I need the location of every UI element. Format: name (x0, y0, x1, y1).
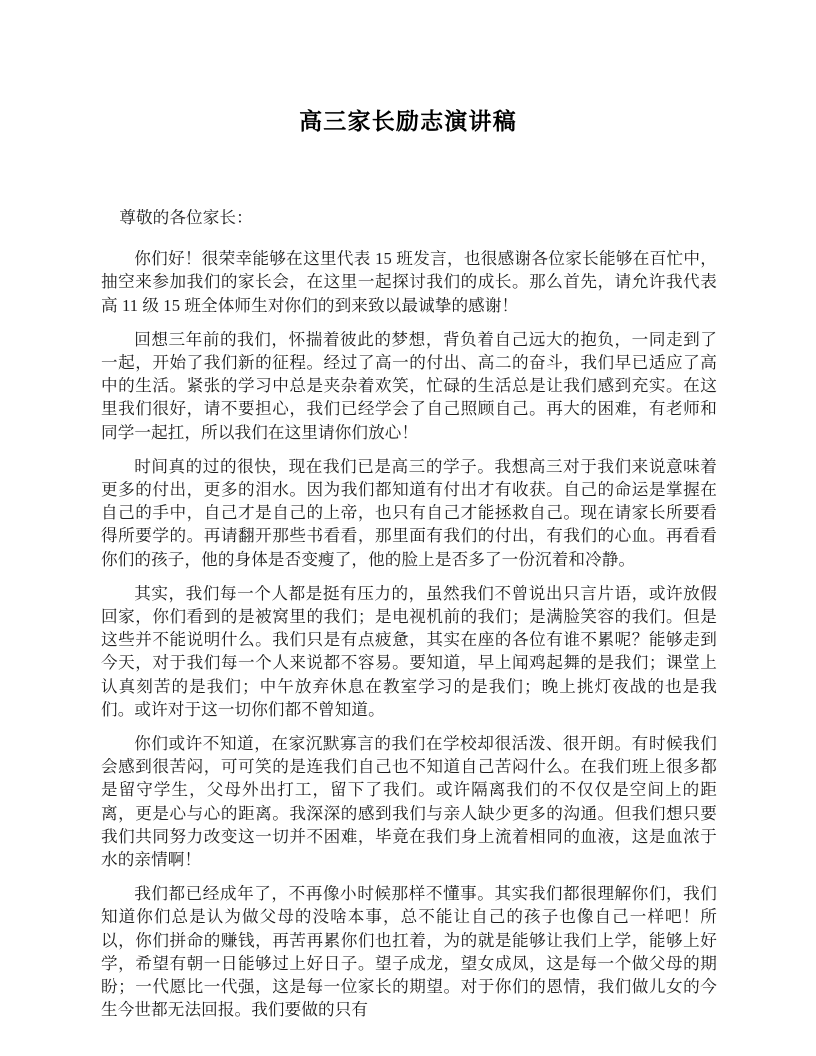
paragraph-1: 你们好！很荣幸能够在这里代表 15 班发言，也很感谢各位家长能够在百忙中，抽空来参加我们的家长会，在这里一起探讨我们的成长。那么首先，请允许我代表高 11 级 15 班全体师生对你们的到来致以最诚挚的感谢！ (101, 249, 717, 315)
paragraph-6: 我们都已经成年了，不再像小时候那样不懂事。其实我们都很理解你们，我们知道你们总是认为做父母的没啥本事，总不能让自己的孩子也像自己一样吧！所以，你们拼命的赚钱，再苦再累你们也扛着，为的就是能够让我们上学，能够上好学，希望有朝一日能够过上好日子。望子成龙，望女成凤，这是每一个做父母的期盼；一代愿比一代强，这是每一位家长的期望。对于你们的恩情，我们做儿女的今生今世都无法回报。我们要做的只有 (101, 884, 717, 1020)
paragraph-5: 你们或许不知道，在家沉默寡言的我们在学校却很活泼、很开朗。有时候我们会感到很苦闷，可可笑的是连我们自己也不知道自己苦闷什么。在我们班上很多都是留守学生，父母外出打工，留下了我们。或许隔离我们的不仅仅是空间上的距离，更是心与心的距离。我深深的感到我们与亲人缺少更多的沟通。但我们想只要我们共同努力改变这一切并不困难，毕竟在我们身上流着相同的血液，这是血浓于水的亲情啊！ (101, 734, 717, 870)
document-body (101, 206, 717, 1022)
paragraph-2: 回想三年前的我们，怀揣着彼此的梦想，背负着自己远大的抱负，一同走到了一起，开始了我们新的征程。经过了高一的付出、高二的奋斗，我们早已适应了高中的生活。紧张的学习中总是夹杂着欢笑，忙碌的生活总是让我们感到充实。在这里我们很好，请不要担心，我们已经学会了自己照顾自己。再大的困难，有老师和同学一起扛，所以我们在这里请你们放心！ (101, 329, 717, 442)
page-title: 高三家长励志演讲稿 (299, 109, 517, 135)
paragraph-3: 时间真的过的很快，现在我们已是高三的学子。我想高三对于我们来说意味着更多的付出，更多的泪水。因为我们都知道有付出才有收获。自己的命运是掌握在自己的手中，自己才是自己的上帝，也只有自己才能拯救自己。现在请家长所要看得所要学的。再请翻开那些书看看，那里面有我们的付出，有我们的心血。再看看你们的孩子，他的身体是否变瘦了，他的脸上是否多了一份沉着和冷静。 (101, 456, 717, 569)
paragraph-4: 其实，我们每一个人都是挺有压力的，虽然我们不曾说出只言片语，或许放假回家，你们看到的是被窝里的我们；是电视机前的我们；是满脸笑容的我们。但是这些并不能说明什么。我们只是有点疲惫，其实在座的各位有谁不累呢？能够走到今天，对于我们每一个人来说都不容易。要知道，早上闻鸡起舞的是我们；课堂上认真刻苦的是我们；中午放弃休息在教室学习的是我们；晚上挑灯夜战的也是我们。或许对于这一切你们都不曾知道。 (101, 583, 717, 719)
paragraph-salutation: 尊敬的各位家长： (119, 208, 253, 227)
